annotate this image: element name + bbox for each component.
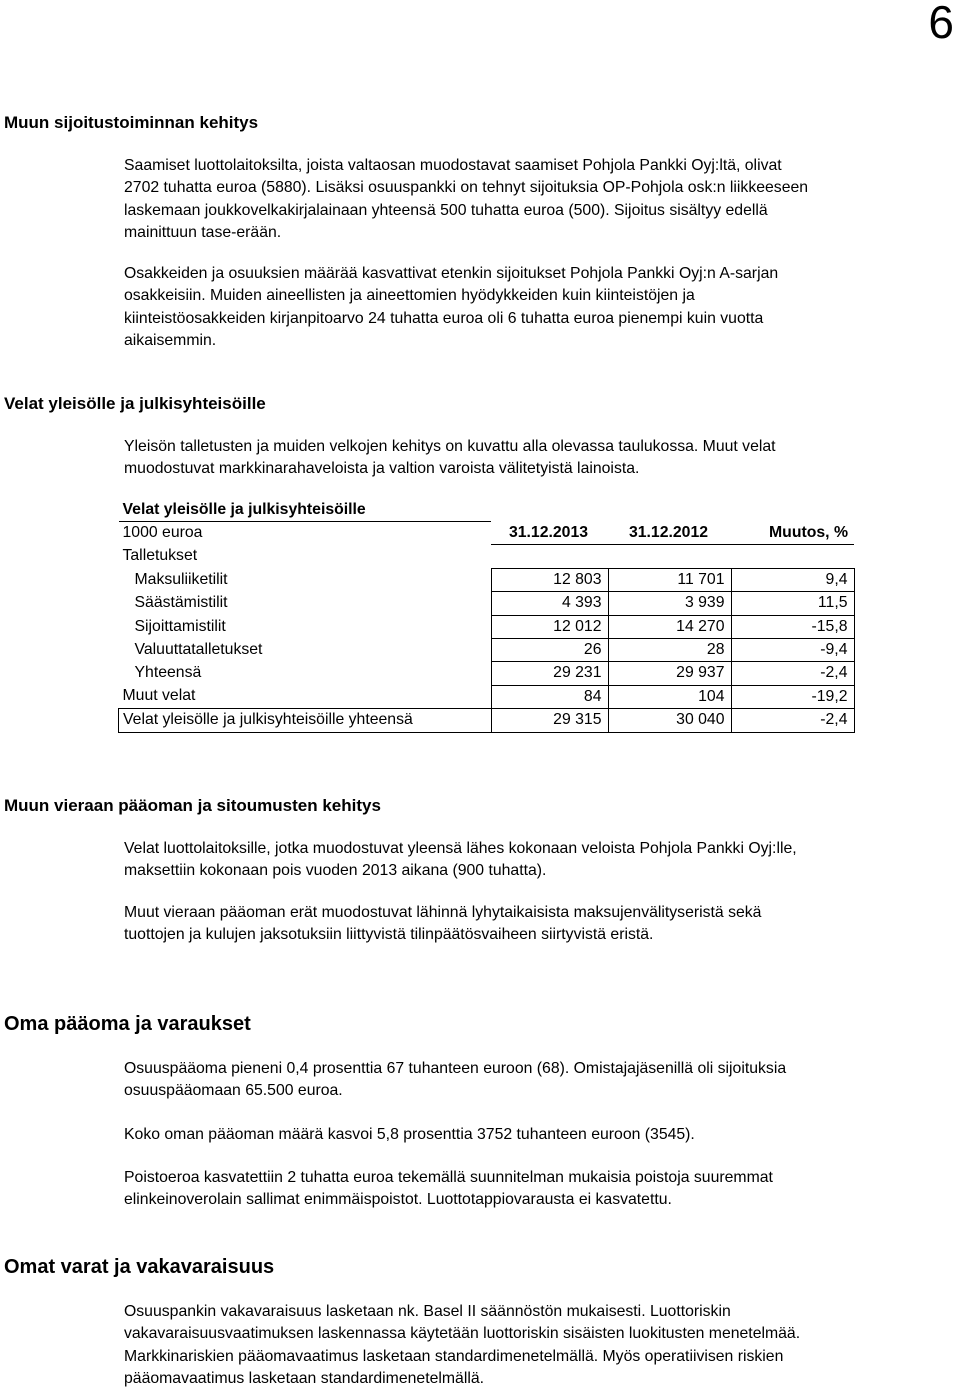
table-row [119,662,855,685]
paragraph-capital-1: Osuuspankin vakavaraisuus lasketaan nk. Basel II säännöstön mukaisesti. Luottoriskin vakavaraisuusvaatimuksen laskennassa käytetään luottoriskin sisäisten luokitusten menetelmää. Markkinariskien pääomavaatimus lasketaan standardimenetelmällä. Myös operatiivisen riskien pääomavaatimus lasketaan standardimenetelmällä. [124,1303,801,1388]
paragraph-equity-1: Osuuspääoma pieneni 0,4 prosenttia 67 tuhanteen euroon (68). Omistajajäsenillä oli sijoituksia osuuspääomaan 65.500 euroa. [124,1060,787,1100]
cell-2013: 29 315 [491,709,608,732]
paragraph-equity-2: Koko oman pääoman määrä kasvoi 5,8 prosenttia 3752 tuhanteen euroon (3545). [124,1126,695,1143]
section-heading-other-liabilities: Muun vieraan pääoman ja sitoumusten kehitys [4,796,381,815]
cell-2013: 4 393 [491,592,608,615]
cell-2012: 28 [608,638,731,661]
row-label: Muut velat [122,687,196,705]
cell-2013: 29 231 [491,662,608,685]
cell-change: -15,8 [731,615,854,638]
row-label: Sijoittamistilit [134,617,226,635]
paragraph-other-liabilities-2: Muut vieraan pääoman erät muodostuvat lähinnä lyhytaikaisista maksujenvälityseristä sekä tuottojen ja kulujen jaksotuksiin liittyvistä tilinpäätösvaiheen siirtyvistä eristä. [124,904,762,944]
cell-2012: 14 270 [608,615,731,638]
cell-change: -19,2 [731,685,854,708]
cell-2012: 29 937 [608,662,731,685]
table-unit-label: 1000 euroa [122,524,203,542]
cell-change: -2,4 [731,662,854,685]
section-heading-public-debt: Velat yleisölle ja julkisyhteisöille [4,394,266,413]
cell-2012: 30 040 [608,709,731,732]
debt-table [118,499,855,733]
cell-change: 9,4 [731,568,854,591]
paragraph-investment-2: Osakkeiden ja osuuksien määrää kasvattivat etenkin sijoitukset Pohjola Pankki Oyj:n A-sarjan osakkeisiin. Muiden aineellisten ja aineettomien hyödykkeiden kuin kiinteistöjen ja kiinteistöosakkeiden kirjanpitoarvo 24 tuhatta euroa oli 6 tuhatta euroa pienempi kuin vuotta aikaisemmin. [124,265,779,350]
cell-change: -9,4 [731,638,854,661]
table-group-row [119,545,855,568]
table-title: Velat yleisölle ja julkisyhteisöille [119,499,492,522]
col-header-2012: 31.12.2012 [608,522,731,545]
cell-2013: 12 803 [491,568,608,591]
paragraph-equity-3: Poistoeroa kasvatettiin 2 tuhatta euroa tekemällä suunnitelman mukaisia poistoja suuremmat elinkeinoverolain sallimat enimmäispoistot. Luottotappiovarausta ei kasvatettu. [124,1169,773,1209]
cell-change: 11,5 [731,592,854,615]
section-heading-capital: Omat varat ja vakavaraisuus [4,1256,275,1278]
table-row [119,685,855,708]
table-row [119,615,855,638]
table-header-row [119,522,855,545]
paragraph-investment-1: Saamiset luottolaitoksilta, joista valtaosan muodostavat saamiset Pohjola Pankki Oyj:ltä, olivat 2702 tuhatta euroa (5880). Lisäksi osuuspankki on tehnyt sijoituksia OP-Pohjola osk:n liikkeeseen laskemaan joukkovelkakirjalainaan yhteensä 500 tuhatta euroa (500). Sijoitus sisältyy edellä mainittuun tase-erään. [124,157,809,242]
table-row [119,568,855,591]
table-total-row [119,709,855,732]
row-label: Yhteensä [134,664,202,682]
row-label: Velat yleisölle ja julkisyhteisöille yhteensä [119,709,492,732]
table-group-label: Talletukset [122,547,198,565]
paragraph-public-debt-1: Yleisön talletusten ja muiden velkojen kehitys on kuvattu alla olevassa taulukossa. Muut velat muodostuvat markkinarahaveloista ja valtion varoista välitetyistä lainoista. [124,438,776,478]
page-number: 6 [928,0,954,48]
cell-2012: 104 [608,685,731,708]
col-header-change: Muutos, % [731,522,854,545]
cell-2013: 26 [491,638,608,661]
table-title-row [119,499,855,522]
col-header-2013: 31.12.2013 [491,522,608,545]
row-label: Valuuttatalletukset [134,640,263,658]
cell-2013: 84 [491,685,608,708]
table-row [119,638,855,661]
cell-2013: 12 012 [491,615,608,638]
cell-change: -2,4 [731,709,854,732]
paragraph-other-liabilities-1: Velat luottolaitoksille, jotka muodostuvat yleensä lähes kokonaan veloista Pohjola Pankki Oyj:lle, maksettiin kokonaan pois vuoden 2013 aikana (900 tuhatta). [124,840,797,880]
section-heading-investment: Muun sijoitustoiminnan kehitys [4,113,259,132]
row-label: Maksuliiketilit [134,570,228,588]
table-row [119,592,855,615]
section-heading-equity: Oma pääoma ja varaukset [4,1013,251,1035]
cell-2012: 11 701 [608,568,731,591]
row-label: Säästämistilit [134,594,228,612]
cell-2012: 3 939 [608,592,731,615]
